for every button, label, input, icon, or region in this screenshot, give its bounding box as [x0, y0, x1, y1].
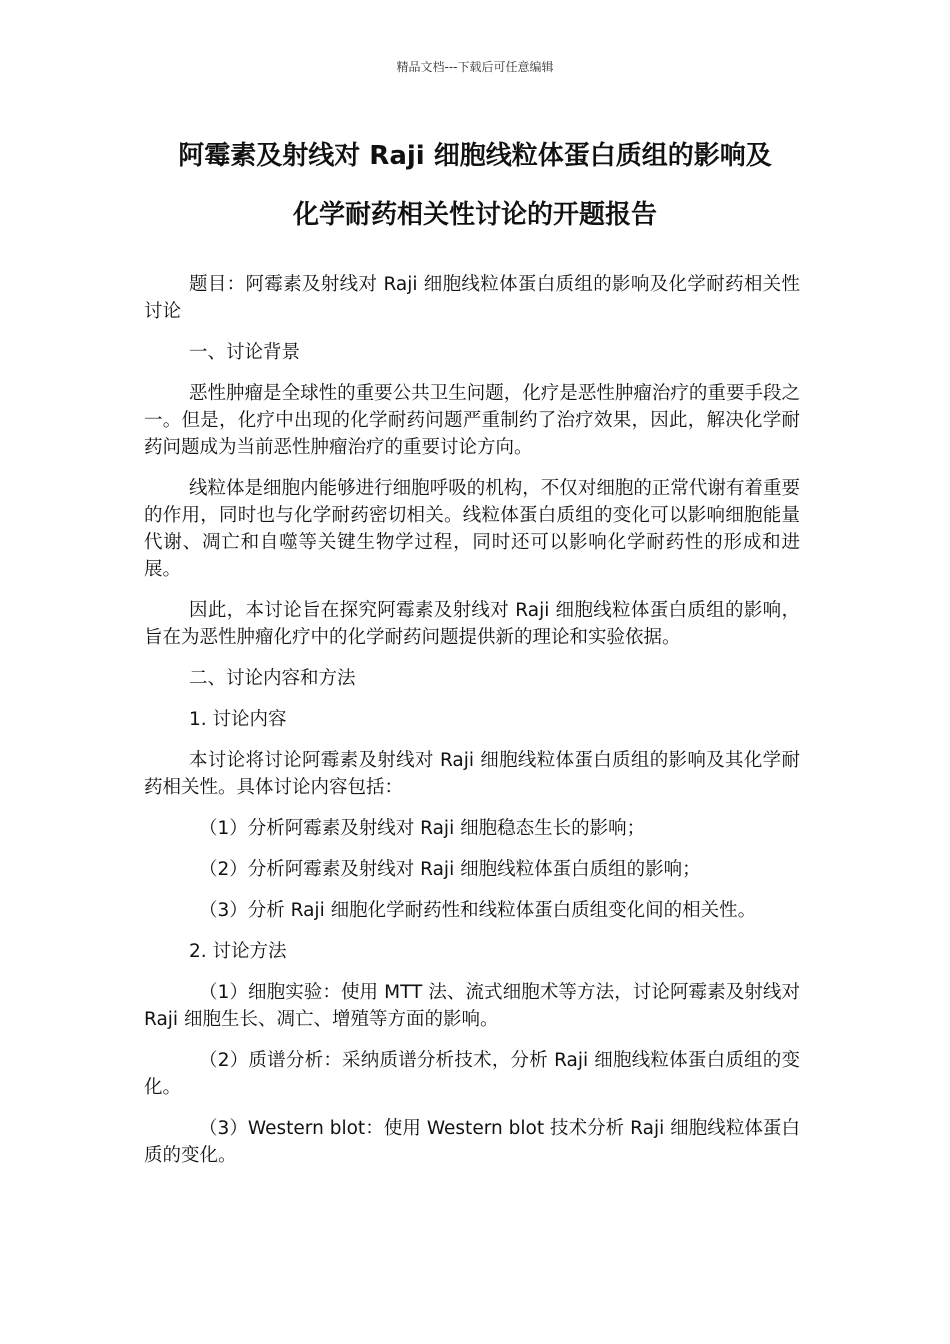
document-title-line-1: 阿霉素及射线对 Raji 细胞线粒体蛋白质组的影响及 — [178, 141, 772, 171]
content-item-1: （1）分析阿霉素及射线对 Raji 细胞稳态生长的影响； — [199, 818, 646, 839]
method-item-3: （3）Western blot：使用 Western blot 技术分析 Raji 细胞线粒体蛋白质的变化。 — [144, 1118, 800, 1166]
background-paragraph-3: 因此，本讨论旨在探究阿霉素及射线对 Raji 细胞线粒体蛋白质组的影响，旨在为恶性肿瘤化疗中的化学耐药问题提供新的理论和实验依据。 — [144, 600, 800, 648]
topic-paragraph: 题目：阿霉素及射线对 Raji 细胞线粒体蛋白质组的影响及化学耐药相关性讨论 — [144, 274, 800, 322]
subsection-heading-methods: 2. 讨论方法 — [189, 941, 287, 962]
method-item-2: （2）质谱分析：采纳质谱分析技术，分析 Raji 细胞线粒体蛋白质组的变化。 — [144, 1050, 800, 1098]
document-body — [144, 271, 800, 1183]
subsection-heading-content: 1. 讨论内容 — [189, 709, 287, 730]
section-heading-background: 一、讨论背景 — [189, 342, 301, 363]
section-heading-content-methods: 二、讨论内容和方法 — [189, 668, 356, 689]
page-header: 精品文档---下载后可任意编辑 — [396, 60, 554, 74]
content-item-3: （3）分析 Raji 细胞化学耐药性和线粒体蛋白质组变化间的相关性。 — [199, 900, 757, 921]
content-paragraph: 本讨论将讨论阿霉素及射线对 Raji 细胞线粒体蛋白质组的影响及其化学耐药相关性。具体讨论内容包括： — [144, 750, 800, 798]
content-item-2: （2）分析阿霉素及射线对 Raji 细胞线粒体蛋白质组的影响； — [199, 859, 701, 880]
background-paragraph-1: 恶性肿瘤是全球性的重要公共卫生问题，化疗是恶性肿瘤治疗的重要手段之一。但是，化疗中出现的化学耐药问题严重制约了治疗效果，因此，解决化学耐药问题成为当前恶性肿瘤治疗的重要讨论方向。 — [144, 383, 800, 458]
background-paragraph-2: 线粒体是细胞内能够进行细胞呼吸的机构，不仅对细胞的正常代谢有着重要的作用，同时也与化学耐药密切相关。线粒体蛋白质组的变化可以影响细胞能量代谢、凋亡和自噬等关键生物学过程，同时还可以影响化学耐药性的形成和进展。 — [144, 478, 800, 580]
method-item-1: （1）细胞实验：使用 MTT 法、流式细胞术等方法，讨论阿霉素及射线对 Raji 细胞生长、凋亡、增殖等方面的影响。 — [144, 982, 800, 1030]
document-title-line-2: 化学耐药相关性讨论的开题报告 — [292, 200, 657, 230]
